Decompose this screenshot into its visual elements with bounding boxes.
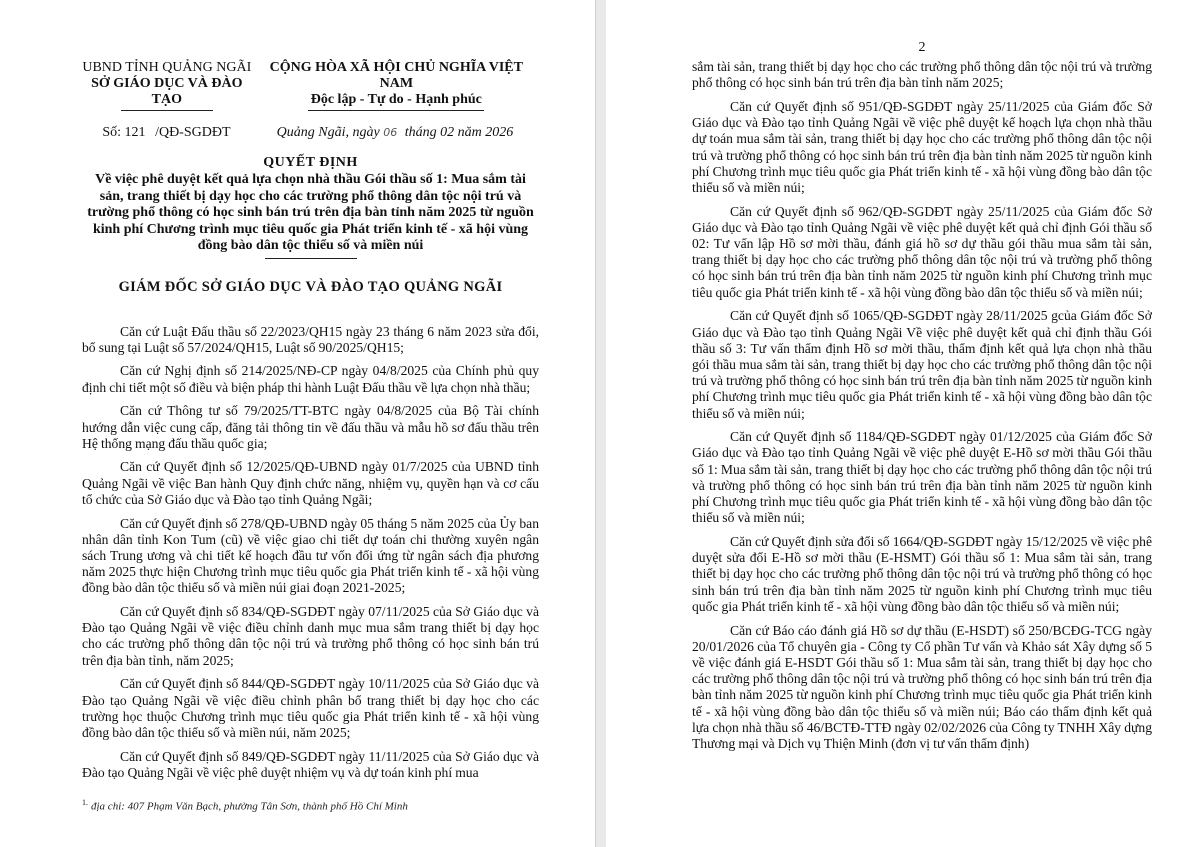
legal-basis-paragraph: Căn cứ Quyết định số 951/QĐ-SGDĐT ngày 25/11/2025 của Giám đốc Sở Giáo dục và Đào tạo tỉnh Quảng Ngãi về việc phê duyệt kế hoạch lựa chọn nhà thầu dự toán mua sắm tài sản, trang thiết bị dạy học cho các trường phổ thông dân tộc nội trú và trường phổ thông có học sinh bán trú trên địa bàn tỉnh năm 2025 từ nguồn kinh phí Chương trình mục tiêu quốc gia Phát triển kinh tế - xã hội vùng đồng bào dân tộc thiểu số và miền núi; — [692, 98, 1152, 195]
agency-underline — [121, 110, 213, 111]
legal-basis-paragraph: Căn cứ Luật Đấu thầu số 22/2023/QH15 ngày 23 tháng 6 năm 2023 sửa đổi, bổ sung tại Luật số 57/2024/QH15, Luật số 90/2025/QH15; — [82, 323, 539, 355]
legal-basis-paragraph: Căn cứ Quyết định số 962/QĐ-SGDĐT ngày 25/11/2025 của Giám đốc Sở Giáo dục và Đào tạo tỉnh Quảng Ngãi về việc phê duyệt kết quả chỉ định Gói thầu số 02: Tư vấn lập Hồ sơ mời thầu, đánh giá hồ sơ dự thầu gói thầu mua sắm tài sản, trang thiết bị dạy học cho các trường phổ thông dân tộc nội trú và trường phổ thông có học sinh bán trú trên địa bàn tỉnh năm 2025 từ nguồn kinh phí Chương trình mục tiêu quốc gia Phát triển kinh tế - xã hội vùng đồng bào dân tộc thiểu số và miền núi; — [692, 203, 1152, 300]
document-number-suffix: /QĐ-SGDĐT — [155, 125, 231, 140]
motto-underline — [308, 110, 484, 111]
legal-basis-paragraph: Căn cứ Quyết định sửa đổi số 1664/QĐ-SGDĐT ngày 15/12/2025 về việc phê duyệt sửa đổi E-Hồ sơ mời thầu (E-HSMT) Gói thầu số 1: Mua sắm tài sản, trang thiết bị dạy học cho các trường phổ thông dân tộc nội trú và trường phổ thông có học sinh bán trú trên địa bàn tỉnh năm 2025 từ nguồn kinh phí Chương trình mục tiêu quốc gia Phát triển kinh tế - xã hội vùng đồng bào dân tộc thiểu số và miền núi; — [692, 533, 1152, 614]
legal-basis-paragraph: Căn cứ Thông tư số 79/2025/TT-BTC ngày 04/8/2025 của Bộ Tài chính hướng dẫn việc cung cấp, đăng tải thông tin về đấu thầu và mẫu hồ sơ đấu thầu trên Hệ thống mạng đấu thầu quốc gia; — [82, 403, 539, 451]
date-suffix: tháng 02 năm 2026 — [404, 125, 514, 140]
document-page-2 — [606, 0, 1200, 847]
footnote-marker: 1. — [82, 798, 88, 807]
document-number-label: Số: 121 — [102, 125, 146, 140]
document-date — [251, 125, 539, 141]
legal-basis-paragraph: Căn cứ Quyết định số 849/QĐ-SGDĐT ngày 11/11/2025 của Sở Giáo dục và Đào tạo Quảng Ngãi về việc phê duyệt nhiệm vụ và dự toán kinh phí mua — [82, 748, 539, 780]
date-day-handwritten: 06 — [383, 126, 398, 139]
agency-name: SỞ GIÁO DỤC VÀ ĐÀO TẠO — [91, 76, 243, 107]
legal-basis-paragraph: Căn cứ Quyết định số 844/QĐ-SGDĐT ngày 10/11/2025 của Sở Giáo dục và Đào tạo Quảng Ngãi về việc điều chỉnh phân bổ trang thiết bị dạy học cho các trường học thuộc Chương trình mục tiêu quốc gia Phát triển kinh tế - xã hội vùng đồng bào dân tộc thiểu số và miền núi, năm 2025; — [82, 676, 539, 740]
document-header — [82, 60, 539, 111]
parent-agency-name: UBND TỈNH QUẢNG NGÃI — [82, 60, 252, 75]
legal-basis-paragraph: Căn cứ Quyết định số 278/QĐ-UBND ngày 05 tháng 5 năm 2025 của Ủy ban nhân dân tỉnh Kon Tum (cũ) về việc giao chi tiết dự toán chi thường xuyên ngân sách Trung ương và chi tiết kế hoạch đầu tư vốn đối ứng từ ngân sách địa phương năm 2025 thực hiện Chương trình mục tiêu quốc gia Phát triển kinh tế - xã hội vùng đồng bào dân tộc thiểu số và miền núi giai đoạn 2021-2025; — [82, 515, 539, 596]
legal-basis-list — [82, 324, 539, 782]
subject-underline — [265, 258, 357, 259]
national-title — [252, 60, 541, 111]
decision-title: QUYẾT ĐỊNH — [263, 155, 358, 170]
legal-basis-paragraph: Căn cứ Báo cáo đánh giá Hồ sơ dự thầu (E-HSDT) số 250/BCĐG-TCG ngày 20/01/2026 của Tổ chuyên gia - Công ty Cổ phần Tư vấn và Khảo sát Xây dựng số 5 về việc đánh giá E-HSDT Gói thầu số 1: Mua sắm tài sản, trang thiết bị dạy học cho các trường phổ thông dân tộc nội trú và trường phổ thông có học sinh bán trú trên địa bàn tỉnh năm 2025 từ nguồn kinh phí Chương trình mục tiêu quốc gia Phát triển kinh tế - xã hội vùng đồng bào dân tộc thiểu số và miền núi; Báo cáo thẩm định kết quả lựa chọn nhà thầu số 46/BCTĐ-TTĐ ngày 02/02/2026 của Công ty TNHH Xây dựng Thương mại và Dịch vụ Thiện Minh (đơn vị tư vấn thẩm định) — [692, 622, 1152, 751]
document-page-1 — [0, 0, 596, 847]
footnote-text: địa chỉ: 407 Phạm Văn Bạch, phường Tân Sơn, thành phố Hồ Chí Minh — [91, 800, 408, 813]
country-name: CỘNG HÒA XÃ HỘI CHỦ NGHĨA VIỆT NAM — [269, 60, 523, 91]
document-number — [82, 125, 251, 141]
continued-paragraph: sắm tài sản, trang thiết bị dạy học cho các trường phổ thông dân tộc nội trú và trường phổ thông có học sinh bán trú trên địa bàn tỉnh năm 2025; — [692, 59, 1152, 91]
legal-basis-paragraph: Căn cứ Quyết định số 1184/QĐ-SGDĐT ngày 01/12/2025 của Giám đốc Sở Giáo dục và Đào tạo tỉnh Quảng Ngãi về việc phê duyệt E-Hồ sơ mời thầu Gói thầu số 1: Mua sắm tài sản, trang thiết bị dạy học cho các trường phổ thông dân tộc nội trú và trường phổ thông có học sinh bán trú trên địa bàn tỉnh năm 2025 từ nguồn kinh phí Chương trình mục tiêu quốc gia Phát triển kinh tế - xã hội vùng đồng bào dân tộc thiểu số và miền núi; — [692, 429, 1152, 526]
legal-basis-paragraph: Căn cứ Quyết định số 12/2025/QĐ-UBND ngày 01/7/2025 của UBND tỉnh Quảng Ngãi về việc Ban hành Quy định chức năng, nhiệm vụ, quyền hạn và cơ cấu tổ chức của Sở Giáo dục và Đào tạo tỉnh Quảng Ngãi; — [82, 459, 539, 507]
footnote — [82, 798, 408, 813]
decision-subject: Về việc phê duyệt kết quả lựa chọn nhà thầu Gói thầu số 1: Mua sắm tài sản, trang thiết bị dạy học cho các trường phổ thông dân tộc nội trú và trường phổ thông có học sinh bán trú trên địa bàn tỉnh năm 2025 từ nguồn kinh phí Chương trình mục tiêu quốc gia Phát triển kinh tế - xã hội vùng đồng bào dân tộc thiểu số và miền núi — [87, 172, 534, 253]
legal-basis-paragraph: Căn cứ Quyết định số 1065/QĐ-SGDĐT ngày 28/11/2025 gcủa Giám đốc Sở Giáo dục và Đào tạo tỉnh Quảng Ngãi Về việc phê duyệt kết quả chỉ định thầu Gói thầu số 3: Tư vấn thẩm định Hồ sơ mời thầu, thẩm định kết quả lựa chọn nhà thầu gói thầu mua sắm tài sản, trang thiết bị dạy học cho các trường phổ thông dân tộc nội trú và trường phổ thông có học sinh bán trú trên địa bàn tỉnh năm 2025 từ nguồn kinh phí Chương trình mục tiêu quốc gia Phát triển kinh tế - xã hội vùng đồng bào dân tộc thiểu số và miền núi; — [692, 308, 1152, 421]
page-number: 2 — [918, 40, 926, 55]
issuing-authority: GIÁM ĐỐC SỞ GIÁO DỤC VÀ ĐÀO TẠO QUẢNG NGÃI — [118, 278, 503, 295]
date-prefix: Quảng Ngãi, ngày — [276, 125, 380, 140]
legal-basis-paragraph: Căn cứ Nghị định số 214/2025/NĐ-CP ngày 04/8/2025 của Chính phủ quy định chi tiết một số điều và biện pháp thi hành Luật Đấu thầu về lựa chọn nhà thầu; — [82, 363, 539, 395]
national-motto: Độc lập - Tự do - Hạnh phúc — [310, 92, 482, 107]
legal-basis-paragraph: Căn cứ Quyết định số 834/QĐ-SGDĐT ngày 07/11/2025 của Sở Giáo dục và Đào tạo Quảng Ngãi về việc điều chỉnh danh mục mua sắm trang thiết bị dạy học cho các trường phổ thông dân tộc nội trú và trường phổ thông có học sinh bán trú trên địa bàn tỉnh, năm 2025; — [82, 604, 539, 668]
issuing-agency — [82, 60, 252, 111]
document-number-row — [82, 125, 539, 141]
